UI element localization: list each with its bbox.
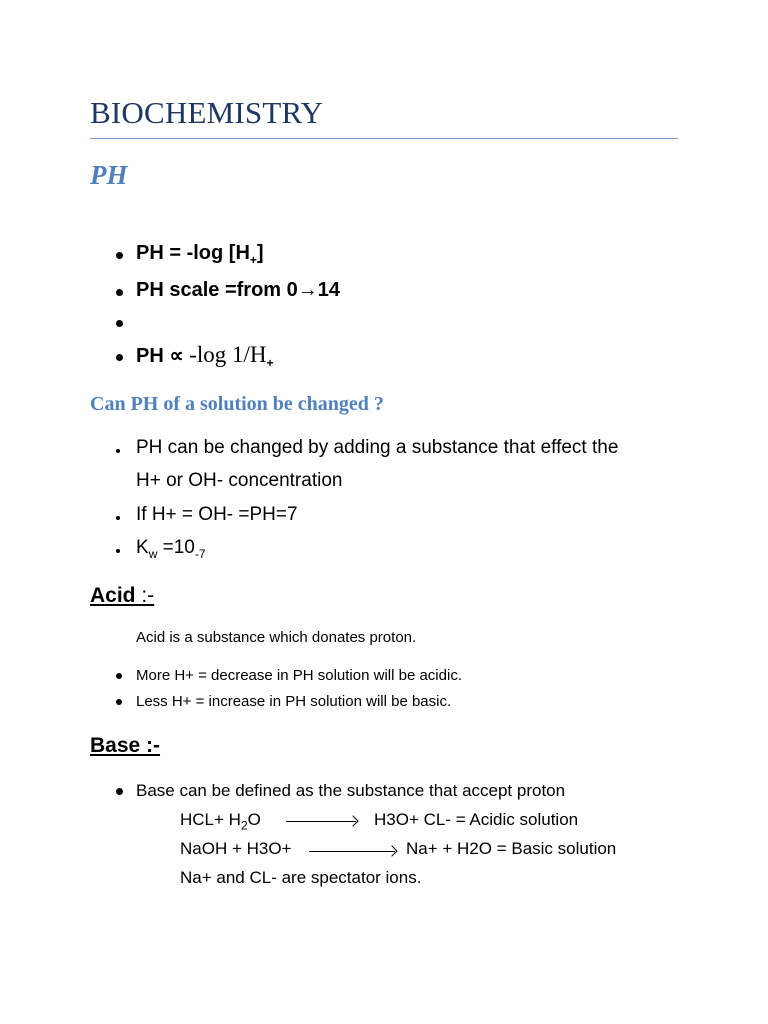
bullet-dot xyxy=(116,549,120,553)
kw-exponent: -7 xyxy=(194,546,206,561)
equation-1-reactants-end: O xyxy=(247,810,261,829)
ph-proportional-item xyxy=(136,342,274,370)
equation-1-left xyxy=(180,810,261,832)
neutral-ph-item: If H+ = OH- =PH=7 xyxy=(136,504,298,525)
kw-item xyxy=(136,537,206,561)
acid-heading xyxy=(90,584,154,608)
equation-2-right: Na+ + H2O = Basic solution xyxy=(406,839,617,858)
question-heading: Can PH of a solution be changed ? xyxy=(90,393,384,415)
base-heading: Base :- xyxy=(90,734,161,757)
ph-scale-item: PH scale =from 0→14 xyxy=(136,279,340,301)
bullet-dot xyxy=(116,788,123,795)
bullet-dot xyxy=(116,252,123,259)
ph-formula-subscript: + xyxy=(249,253,257,267)
ph-formula-text: PH = -log [H xyxy=(136,242,250,264)
bullet-dot xyxy=(116,673,122,679)
base-definition: Base can be defined as the substance that accept proton xyxy=(136,781,566,800)
bullet-dot xyxy=(116,354,123,361)
ph-proportional-prefix: PH ∝ xyxy=(136,345,190,367)
spectator-ions-note: Na+ and CL- are spectator ions. xyxy=(180,868,422,887)
ph-proportional-formula: -log 1/H xyxy=(189,342,267,367)
ph-heading: PH xyxy=(90,160,128,190)
kw-letter: K xyxy=(136,537,149,558)
reaction-arrow-1 xyxy=(286,821,356,822)
change-text-line1: PH can be changed by adding a substance that effect the xyxy=(136,437,619,458)
equation-1-right: H3O+ CL- = Acidic solution xyxy=(374,810,579,829)
title-underline-rule xyxy=(90,138,678,139)
acid-heading-tail: :- xyxy=(141,584,155,607)
kw-subscript: w xyxy=(148,546,158,561)
ph-formula-bracket: ] xyxy=(256,242,264,264)
ph-formula-item xyxy=(136,242,264,267)
bullet-dot xyxy=(116,289,123,296)
acid-heading-label: Acid xyxy=(90,584,142,607)
equation-2-left: NaOH + H3O+ xyxy=(180,839,292,858)
acid-definition: Acid is a substance which donates proton. xyxy=(136,629,417,646)
ph-proportional-subscript: + xyxy=(266,356,274,370)
equation-1-reactants: HCL+ H xyxy=(180,810,241,829)
acid-bullet-more: More H+ = decrease in PH solution will be acidic. xyxy=(136,667,462,684)
acid-bullet-less: Less H+ = increase in PH solution will be basic. xyxy=(136,693,452,710)
change-text-line2: H+ or OH- concentration xyxy=(136,470,343,491)
bullet-dot xyxy=(116,699,122,705)
kw-value: =10 xyxy=(157,537,195,558)
reaction-arrow-2 xyxy=(309,851,395,852)
document-title: BIOCHEMISTRY xyxy=(90,95,324,130)
bullet-dot-empty-item xyxy=(116,320,123,327)
bullet-dot xyxy=(116,516,120,520)
equation-1-subscript: 2 xyxy=(240,818,248,833)
bullet-dot xyxy=(116,449,120,453)
